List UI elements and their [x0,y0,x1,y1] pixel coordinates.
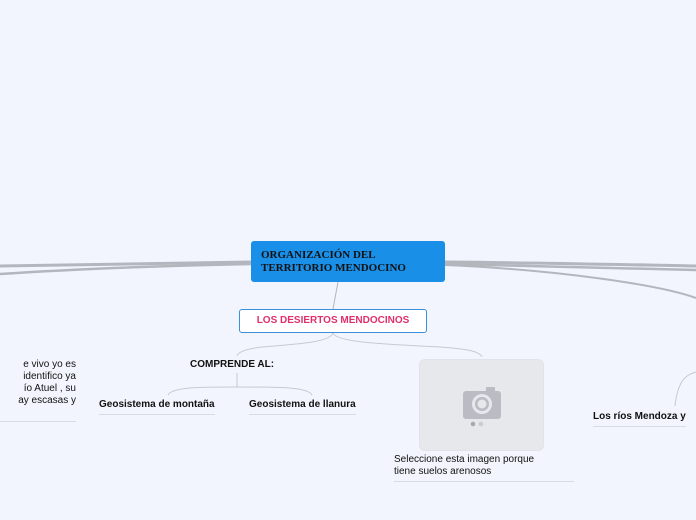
left-note-line: ay escasas y [18,395,76,406]
link-topic-comprende [237,333,333,356]
link-comprende-montana [168,387,237,395]
branch-geosistema-montana[interactable]: Geosistema de montaña [99,399,215,415]
image-placeholder[interactable] [419,359,544,451]
link-topic-image [333,333,482,357]
pagination-dots [470,420,490,428]
left-note-line: e vivo yo es [23,359,76,370]
left-note-line: ío Atuel , su [23,383,76,394]
central-topic-line1: ORGANIZACIÓN DEL [261,249,376,261]
image-caption-line1: Seleccione esta imagen porque [394,454,535,465]
branch-comprende[interactable]: COMPRENDE AL: [190,359,275,370]
central-topic[interactable] [251,241,445,282]
link-comprende-llanura [237,387,312,395]
left-note[interactable] [0,359,76,422]
link-root-topic [333,282,338,309]
branch-rios-mendoza[interactable]: Los ríos Mendoza y [593,411,686,427]
image-caption[interactable] [394,454,574,482]
central-topic-line2: TERRITORIO MENDOCINO [261,262,406,274]
left-note-line: identifico ya [23,371,76,382]
branch-geosistema-llanura[interactable]: Geosistema de llanura [249,399,356,415]
image-caption-line2: tiene suelos arenosos [394,466,492,477]
link-rios [675,372,696,406]
topic-desiertos[interactable] [239,309,427,333]
topic-desiertos-label: LOS DESIERTOS MENDOCINOS [256,315,410,326]
